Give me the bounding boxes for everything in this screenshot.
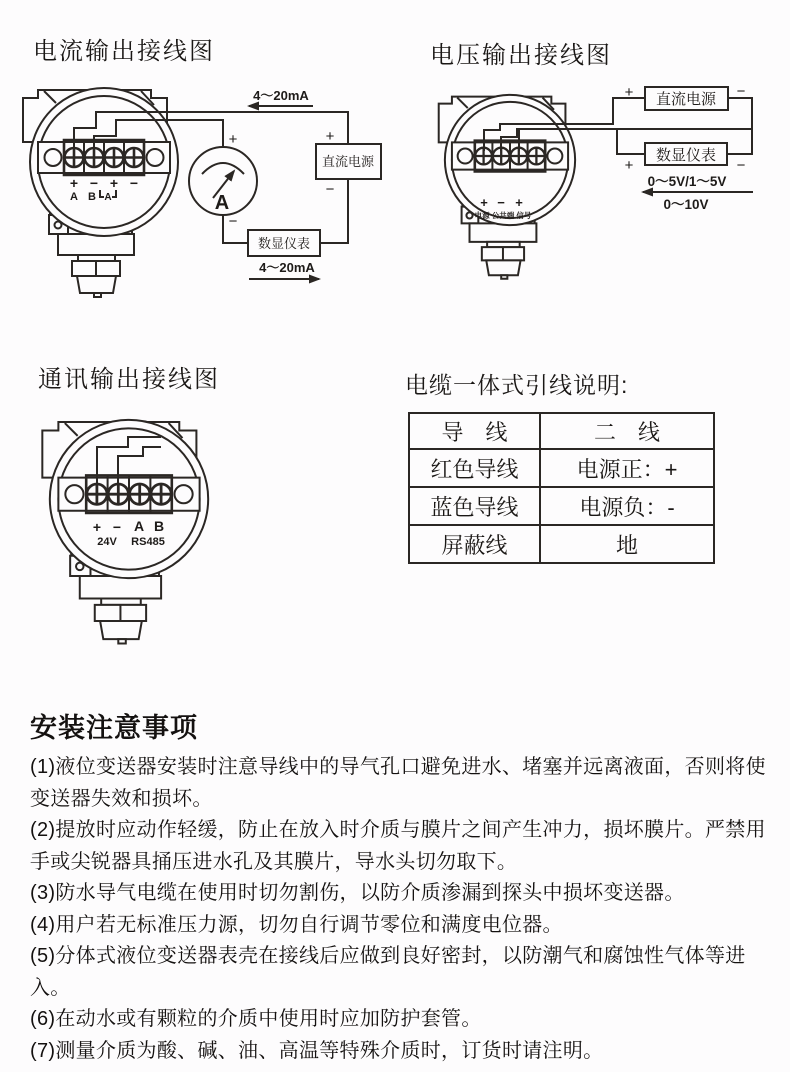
- col-header-wire: 导 线: [409, 413, 540, 449]
- terminal-names-comm: [97, 536, 165, 548]
- cable-lead-title: 电缆一体式引线说明:: [405, 372, 629, 398]
- col-header-two-wire: 二 线: [540, 413, 714, 449]
- note-item-4: (4)用户若无标准压力源，切勿自行调节零位和满度电位器。: [30, 913, 563, 936]
- terminal-names-voltage: 电源 公共端 信号: [474, 211, 532, 220]
- svg-text:24V: 24V: [97, 536, 117, 548]
- cell-wire-shield: 屏蔽线: [409, 525, 540, 563]
- dc-power-plus: +: [325, 128, 335, 145]
- svg-text:A: A: [104, 192, 112, 203]
- note-item-6: (6)在动水或有颗粒的介质中使用时应加防护套管。: [30, 1008, 482, 1030]
- svg-text:+: +: [92, 519, 102, 535]
- cell-wire-red: 红色导线: [409, 449, 540, 487]
- note-item-3: (3)防水导气电缆在使用时切勿割伤，以防介质渗漏到探头中损坏变送器。: [30, 882, 685, 904]
- current-diagram-title: 电流输出接线图: [33, 38, 215, 65]
- transmitter-drawing-comm: [42, 420, 208, 644]
- range-label-1: 0～5V/1～5V: [647, 174, 727, 189]
- svg-text:A: A: [133, 518, 145, 534]
- display-meter-plus: +: [624, 157, 634, 174]
- cell-blue-meaning: 电源负：-: [540, 487, 714, 525]
- dc-power-label: 直流电源: [321, 154, 375, 169]
- comm-output-diagram: [10, 395, 290, 695]
- range-label-2: 0～10V: [663, 197, 709, 212]
- dc-power-minus: −: [736, 83, 746, 100]
- cable-lead-table: [408, 412, 715, 564]
- transmitter-drawing-voltage: [439, 95, 575, 279]
- notes-list: [30, 752, 780, 1067]
- table-header-row: [409, 413, 714, 449]
- comm-diagram-title: 通讯输出接线图: [38, 366, 220, 393]
- svg-text:+: +: [109, 175, 119, 191]
- svg-text:A: A: [70, 191, 78, 203]
- svg-text:−: −: [497, 195, 505, 210]
- display-meter-label: 数显仪表: [655, 147, 717, 164]
- signal-label-bottom: 4～20mA: [259, 260, 315, 275]
- svg-text:B: B: [153, 518, 165, 534]
- dc-power-label: 直流电源: [655, 91, 717, 108]
- cell-wire-blue: 蓝色导线: [409, 487, 540, 525]
- note-item-5: (5)分体式液位变送器表壳在接线后应做到良好密封，以防潮气和腐蚀性气体等进入。: [30, 945, 746, 999]
- voltage-output-diagram: [405, 70, 790, 350]
- svg-text:+: +: [69, 175, 79, 191]
- ammeter-icon: [189, 147, 257, 215]
- display-meter-label: 数显仪表: [257, 236, 311, 251]
- notes-title: 安装注意事项: [30, 713, 198, 743]
- terminal-labels-voltage: [480, 195, 523, 210]
- svg-text:−: −: [89, 175, 99, 191]
- display-meter-minus: −: [736, 157, 746, 174]
- ammeter-plus: +: [228, 131, 238, 148]
- cell-red-meaning: 电源正：+: [540, 449, 714, 487]
- svg-text:−: −: [129, 175, 139, 191]
- svg-text:RS485: RS485: [131, 536, 165, 548]
- note-item-7: (7)测量介质为酸、碱、油、高温等特殊介质时，订货时请注明。: [30, 1039, 604, 1062]
- ammeter-minus: −: [228, 213, 238, 230]
- ammeter-letter: A: [214, 192, 230, 214]
- dc-power-minus: −: [325, 181, 335, 198]
- voltage-diagram-title: 电压输出接线图: [430, 42, 612, 69]
- table-row: [409, 525, 714, 563]
- dc-power-plus: +: [624, 84, 634, 101]
- note-item-1: (1)液位变送器安装时注意导线中的导气孔口避免进水、堵塞并远离液面，否则将使变送器失效和损坏。: [30, 756, 766, 810]
- signal-label-top: 4～20mA: [253, 88, 309, 103]
- current-output-diagram: [10, 70, 400, 315]
- cable-lead-table-wrap: [408, 412, 715, 564]
- svg-text:B: B: [88, 191, 96, 203]
- note-item-2: (2)提放时应动作轻缓，防止在放入时介质与膜片之间产生冲力，损坏膜片。严禁用手或尖锐器具捅压进水孔及其膜片，导水头切勿取下。: [30, 819, 766, 873]
- table-row: [409, 487, 714, 525]
- table-row: [409, 449, 714, 487]
- svg-text:−: −: [112, 519, 122, 535]
- cell-shield-meaning: 地: [540, 525, 714, 563]
- svg-text:+: +: [480, 195, 488, 210]
- svg-text:+: +: [515, 195, 523, 210]
